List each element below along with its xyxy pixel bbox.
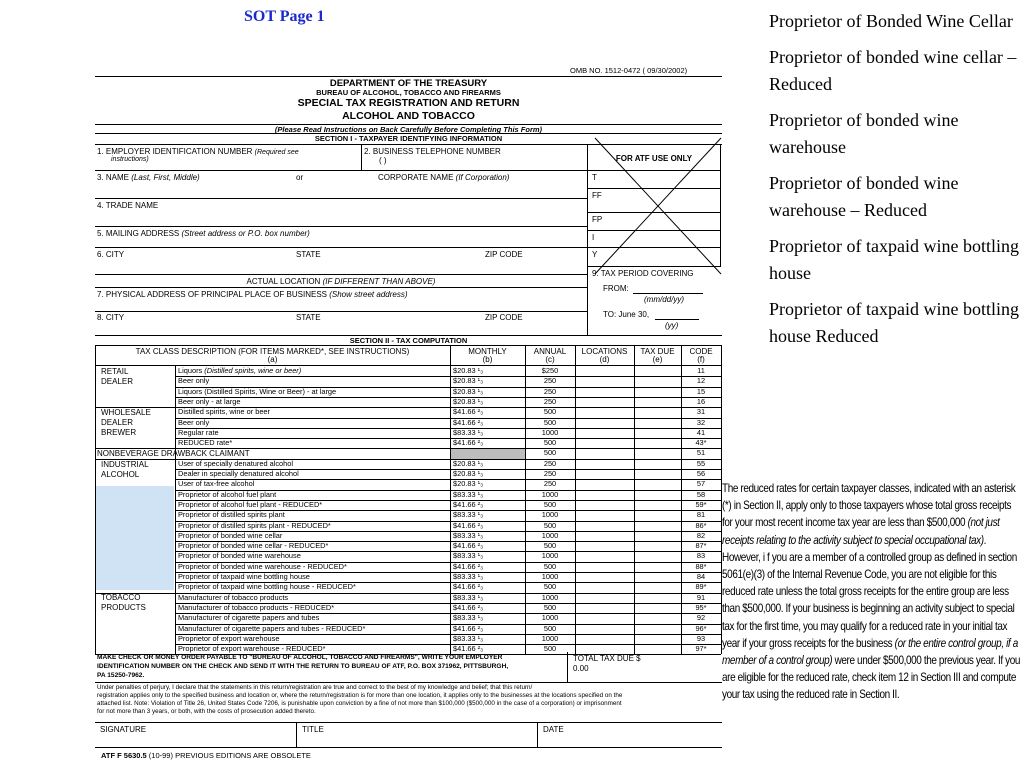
tax-period-label: 9. TAX PERIOD COVERING bbox=[592, 269, 694, 278]
row-monthly: $41.66 ²₃ bbox=[453, 417, 484, 427]
phone-area: ( ) bbox=[379, 156, 387, 165]
shaded-cell bbox=[450, 449, 525, 459]
field-1-note: instructions) bbox=[111, 156, 149, 163]
row-monthly: $83.33 ¹₃ bbox=[453, 592, 484, 602]
col-line bbox=[634, 345, 635, 654]
atf-code-i: I bbox=[592, 233, 595, 242]
row-monthly: $20.83 ¹₃ bbox=[453, 376, 484, 386]
section-1-header: SECTION I - TAXPAYER IDENTIFYING INFORMATION bbox=[314, 134, 503, 143]
row-annual: 1000 bbox=[541, 489, 559, 499]
row-code: 84 bbox=[696, 572, 706, 581]
side-item: Proprietor of bonded wine cellar – Reduced bbox=[769, 47, 1017, 94]
bureau: BUREAU OF ALCOHOL, TOBACCO AND FIREARMS bbox=[316, 88, 501, 97]
col-line bbox=[721, 345, 722, 654]
row-monthly: $20.83 ¹₃ bbox=[453, 469, 484, 478]
perjury-text: attached list. Note: Violation of Title 26, United States Code 7206, is punishable upon conviction by a fine of not more than $100,000 ($500,000 in the case of a corporation) or imprisonment bbox=[97, 700, 622, 707]
note-text: . However, i f you are a member of a controlled group as defined in section 5061(e)(3) of the Internal Revenue Code, you are not eligible for this reduced rate unless the total gross receipts for the entire group are less than $500,000. If your business is beginning an activity subject to special tax for the first time, you may qualify for a reduced rate in your initial tax year if your gross receipts for the business bbox=[722, 533, 1017, 650]
slide-title: SOT Page 1 bbox=[244, 8, 325, 25]
reduced-rate-note bbox=[722, 480, 1022, 704]
row-code: 92 bbox=[696, 613, 706, 623]
field-8-label: 8. CITY bbox=[97, 313, 125, 322]
to-label: TO: June 30, bbox=[603, 310, 650, 319]
row-monthly: $83.33 ¹₃ bbox=[453, 427, 484, 437]
group-label: INDUSTRIAL bbox=[101, 460, 149, 469]
atf-code-t: T bbox=[592, 173, 597, 182]
row-code: 31 bbox=[696, 407, 706, 417]
row-code: 81 bbox=[696, 510, 706, 520]
col-line bbox=[450, 345, 451, 654]
row-code: 83 bbox=[696, 551, 706, 561]
row-annual: 500 bbox=[543, 448, 557, 458]
row-code: 93 bbox=[696, 633, 706, 643]
row-monthly: $41.66 ²₃ bbox=[453, 520, 484, 530]
field-5-label: 5. MAILING ADDRESS (Street address or P.O. box number) bbox=[97, 229, 310, 238]
row-code: 41 bbox=[696, 427, 706, 437]
row-line bbox=[95, 448, 721, 449]
col-monthly: MONTHLY bbox=[468, 347, 507, 356]
year-format: (yy) bbox=[665, 321, 679, 330]
form-footer: ATF F 5630.5 (10-99) PREVIOUS EDITIONS ARE OBSOLETE bbox=[101, 751, 311, 760]
row-annual: 250 bbox=[543, 458, 557, 468]
row-description: Proprietor of export warehouse - REDUCED* bbox=[178, 644, 326, 654]
row-description: Proprietor of distilled spirits plant bbox=[178, 510, 285, 520]
col-locations: LOCATIONS bbox=[581, 347, 628, 356]
row-description: Dealer in specially denatured alcohol bbox=[178, 469, 299, 478]
note-text: The reduced rates for certain taxpayer classes, indicated with an asterisk (*) in Section II, apply only to those taxpayers whose total gross receipts for your most recent income tax year are less than $500,000 bbox=[722, 482, 1016, 530]
row-description: Distilled spirits, wine or beer bbox=[178, 407, 271, 417]
row-code: 97* bbox=[695, 644, 707, 654]
instructions: (Please Read Instructions on Back Carefully Before Completing This Form) bbox=[274, 125, 543, 134]
row-code: 43* bbox=[695, 438, 707, 448]
note-text: were under $500,000 the previous year. If you are eligible for the reduced rate, check item 12 in Section III and compute your tax using the reduced rate in Section II. bbox=[722, 654, 1021, 702]
col-description-a: (a) bbox=[267, 355, 278, 364]
row-line bbox=[175, 418, 721, 419]
row-description: Proprietor of alcohol fuel plant bbox=[178, 489, 277, 499]
col-line bbox=[575, 345, 576, 654]
col-line bbox=[95, 345, 96, 654]
row-monthly: $83.33 ¹₃ bbox=[453, 572, 484, 581]
row-description: Liquors (Distilled spirits, wine or beer) bbox=[178, 366, 302, 375]
row-description: Proprietor of alcohol fuel plant - REDUCED* bbox=[178, 499, 323, 509]
col-tax-due-sub: (e) bbox=[652, 355, 663, 364]
col-annual-sub: (c) bbox=[545, 355, 555, 364]
row-code: 88* bbox=[695, 561, 707, 571]
col-tax-due: TAX DUE bbox=[640, 347, 675, 356]
group-label: TOBACCO bbox=[101, 593, 141, 602]
side-item: Proprietor of taxpaid wine bottling house bbox=[769, 236, 1019, 283]
row-annual: 1000 bbox=[541, 633, 559, 643]
form-title: SPECIAL TAX REGISTRATION AND RETURN bbox=[297, 97, 520, 109]
row-monthly: $20.83 ¹₃ bbox=[453, 386, 484, 396]
row-annual: 1000 bbox=[541, 510, 559, 520]
row-annual: 500 bbox=[543, 520, 557, 530]
state-label-2: STATE bbox=[296, 313, 321, 322]
row-monthly: $41.66 ²₃ bbox=[453, 438, 484, 448]
row-line bbox=[175, 428, 721, 429]
row-line bbox=[175, 376, 721, 377]
row-description: Regular rate bbox=[178, 427, 219, 437]
row-annual: 500 bbox=[543, 407, 557, 417]
group-label: PRODUCTS bbox=[101, 603, 146, 612]
atf-use-only: FOR ATF USE ONLY bbox=[615, 154, 693, 163]
row-code: 56 bbox=[696, 469, 706, 478]
row-annual: 1000 bbox=[541, 572, 559, 581]
row-monthly: $41.66 ²₃ bbox=[453, 623, 484, 633]
row-monthly: $41.66 ²₃ bbox=[453, 541, 484, 551]
field-2-label: 2. BUSINESS TELEPHONE NUMBER bbox=[364, 147, 501, 156]
row-monthly: $83.33 ¹₃ bbox=[453, 633, 484, 643]
row-description: Proprietor of bonded wine warehouse - REDUCED* bbox=[178, 561, 347, 571]
row-description: Proprietor of bonded wine cellar - REDUCED* bbox=[178, 541, 329, 551]
atf-box-crossout bbox=[587, 136, 722, 276]
col-code: CODE bbox=[689, 347, 713, 356]
atf-code-fp: FP bbox=[592, 215, 603, 224]
row-description: Proprietor of export warehouse bbox=[178, 633, 280, 643]
row-line bbox=[175, 479, 721, 480]
row-code: 87* bbox=[695, 541, 707, 551]
perjury-text: Under penalties of perjury, I declare that the statements in this return/registration are true and correct to the best of my knowledge and belief; that this return/ bbox=[97, 684, 533, 691]
side-item: Proprietor of bonded wine warehouse – Reduced bbox=[769, 173, 959, 220]
field-4-label: 4. TRADE NAME bbox=[97, 201, 159, 210]
side-item: Proprietor of taxpaid wine bottling house Reduced bbox=[769, 299, 1019, 346]
row-annual: 500 bbox=[543, 644, 557, 654]
title-field[interactable]: TITLE bbox=[302, 725, 324, 734]
row-code: 58 bbox=[696, 489, 706, 499]
group-label: WHOLESALE bbox=[101, 408, 151, 417]
row-annual: 500 bbox=[543, 417, 557, 427]
row-annual: 1000 bbox=[541, 427, 559, 437]
row-code: 95* bbox=[695, 602, 707, 612]
row-monthly: $41.66 ²₃ bbox=[453, 499, 484, 509]
group-label: BREWER bbox=[101, 428, 137, 437]
row-annual: 500 bbox=[543, 438, 557, 448]
zip-label: ZIP CODE bbox=[485, 250, 523, 259]
col-monthly-sub: (b) bbox=[482, 355, 493, 364]
signature-field[interactable]: SIGNATURE bbox=[100, 725, 147, 734]
row-annual: 250 bbox=[543, 376, 557, 386]
total-tax-due-value: 0.00 bbox=[573, 664, 589, 673]
row-description: User of tax-free alcohol bbox=[178, 479, 255, 489]
row-annual: 1000 bbox=[541, 592, 559, 602]
highlight-block bbox=[95, 486, 174, 590]
row-monthly: $20.83 ¹₃ bbox=[453, 366, 484, 375]
row-annual: 500 bbox=[543, 561, 557, 571]
row-code: 32 bbox=[696, 417, 706, 427]
payable-line: PA 15250-7962. bbox=[97, 672, 145, 679]
row-line bbox=[175, 438, 721, 439]
row-monthly: $41.66 ²₃ bbox=[453, 644, 484, 654]
side-list bbox=[769, 8, 1019, 359]
row-description: Manufacturer of tobacco products - REDUCED* bbox=[178, 602, 335, 612]
row-annual: 500 bbox=[543, 582, 557, 592]
row-monthly: $83.33 ¹₃ bbox=[453, 530, 484, 540]
row-annual: 500 bbox=[543, 499, 557, 509]
row-description: Beer only bbox=[178, 417, 210, 427]
row-monthly: $20.83 ¹₃ bbox=[453, 479, 484, 489]
row-annual: 500 bbox=[543, 541, 557, 551]
row-code: 91 bbox=[696, 592, 706, 602]
row-description: Proprietor of taxpaid wine bottling house bbox=[178, 572, 310, 581]
row-annual: 250 bbox=[543, 386, 557, 396]
corporate-name-label: CORPORATE NAME (If Corporation) bbox=[378, 173, 510, 182]
row-description: Proprietor of bonded wine cellar bbox=[178, 530, 283, 540]
payable-line: MAKE CHECK OR MONEY ORDER PAYABLE TO "BUREAU OF ALCOHOL, TOBACCO AND FIREARMS", WRITE YOUR EMPLOYER bbox=[97, 654, 503, 661]
note-text-italic: (not just receipts relating to the activity subject to special occupational tax) bbox=[722, 516, 1000, 547]
row-description: Proprietor of taxpaid wine bottling house - REDUCED* bbox=[178, 582, 356, 592]
row-code: 51 bbox=[696, 448, 706, 458]
row-description: User of specially denatured alcohol bbox=[178, 458, 294, 468]
row-code: 12 bbox=[696, 376, 706, 386]
row-annual: 1000 bbox=[541, 530, 559, 540]
row-code: 15 bbox=[696, 386, 706, 396]
group-label: DEALER bbox=[101, 418, 134, 427]
omb-number: OMB NO. 1512-0472 ( 09/30/2002) bbox=[570, 66, 688, 75]
col-line bbox=[681, 345, 682, 654]
zip-label-2: ZIP CODE bbox=[485, 313, 523, 322]
field-7-label: 7. PHYSICAL ADDRESS OF PRINCIPAL PLACE OF BUSINESS (Show street address) bbox=[97, 290, 408, 299]
row-description: Proprietor of distilled spirits plant - REDUCED* bbox=[178, 520, 331, 530]
row-annual: 500 bbox=[543, 602, 557, 612]
row-description: Manufacturer of cigarette papers and tubes - REDUCED* bbox=[178, 623, 366, 633]
row-annual: 250 bbox=[543, 469, 557, 478]
total-tax-due-label: TOTAL TAX DUE $ bbox=[573, 654, 641, 663]
actual-location: ACTUAL LOCATION (IF DIFFERENT THAN ABOVE) bbox=[246, 277, 436, 286]
col-annual: ANNUAL bbox=[533, 347, 567, 356]
group-label: DEALER bbox=[101, 377, 134, 386]
row-code: 16 bbox=[696, 396, 706, 406]
payable-line: IDENTIFICATION NUMBER ON THE CHECK AND SEND IT WITH THE RETURN TO BUREAU OF ATF, P.O. BOX 371962, PITTSBURGH, bbox=[97, 663, 509, 670]
group-label: ALCOHOL bbox=[101, 470, 140, 479]
field-6-label: 6. CITY bbox=[97, 250, 125, 259]
row-description: Manufacturer of cigarette papers and tubes bbox=[178, 613, 320, 623]
row-description: Beer only - at large bbox=[178, 396, 241, 406]
row-monthly: $83.33 ¹₃ bbox=[453, 489, 484, 499]
tax-form bbox=[95, 62, 722, 768]
perjury-text: registration applies only to the specified business and location or, where the return/registration is for more than one location, it applies only to the businesses at the locations specified on the bbox=[97, 692, 623, 699]
note-text-italic: (or the entire control group, if a member of a control group) bbox=[722, 636, 1018, 668]
row-monthly: $41.66 ²₃ bbox=[453, 407, 484, 417]
or-label: or bbox=[296, 173, 304, 182]
row-monthly: $83.33 ¹₃ bbox=[453, 510, 484, 520]
row-code: 55 bbox=[696, 458, 706, 468]
col-code-sub: (f) bbox=[697, 355, 705, 364]
col-line bbox=[525, 345, 526, 654]
atf-code-ff: FF bbox=[592, 191, 602, 200]
row-line bbox=[175, 397, 721, 398]
col-description: TAX CLASS DESCRIPTION (FOR ITEMS MARKED*, SEE INSTRUCTIONS) bbox=[135, 347, 410, 356]
row-annual: 1000 bbox=[541, 551, 559, 561]
row-code: 82 bbox=[696, 530, 706, 540]
row-code: 11 bbox=[697, 366, 705, 375]
row-code: 96* bbox=[695, 623, 707, 633]
col-line bbox=[175, 366, 176, 654]
from-label: FROM: bbox=[603, 284, 629, 293]
group-label: NONBEVERAGE DRAWBACK CLAIMANT bbox=[97, 449, 250, 458]
row-annual: 250 bbox=[543, 396, 557, 406]
row-monthly: $41.66 ²₃ bbox=[453, 602, 484, 612]
date-format: (mm/dd/yy) bbox=[644, 295, 684, 304]
row-monthly: $83.33 ¹₃ bbox=[453, 613, 484, 623]
group-label: RETAIL bbox=[101, 367, 129, 376]
row-description: Manufacturer of tobacco products bbox=[178, 592, 289, 602]
field-1-label: 1. EMPLOYER IDENTIFICATION NUMBER (Required see bbox=[97, 147, 299, 156]
row-annual: $250 bbox=[541, 366, 559, 375]
row-annual: 1000 bbox=[541, 613, 559, 623]
section-2-header: SECTION II - TAX COMPUTATION bbox=[349, 336, 468, 345]
row-monthly: $20.83 ¹₃ bbox=[453, 396, 484, 406]
row-code: 59* bbox=[695, 499, 707, 509]
side-item: Proprietor of Bonded Wine Cellar bbox=[769, 11, 1013, 31]
side-item: Proprietor of bonded wine warehouse bbox=[769, 110, 959, 157]
row-description: Beer only bbox=[178, 376, 210, 386]
row-code: 89* bbox=[695, 582, 707, 592]
field-3-label: 3. NAME (Last, First, Middle) bbox=[97, 173, 200, 182]
row-annual: 250 bbox=[543, 479, 557, 489]
atf-code-y: Y bbox=[592, 250, 598, 259]
row-code: 57 bbox=[696, 479, 706, 489]
row-monthly: $41.66 ²₃ bbox=[453, 582, 484, 592]
perjury-text: for not more than 3 years, or both, with the costs of prosecution added thereto. bbox=[97, 708, 316, 715]
col-locations-sub: (d) bbox=[599, 355, 610, 364]
state-label: STATE bbox=[296, 250, 321, 259]
date-field[interactable]: DATE bbox=[543, 725, 564, 734]
row-monthly: $20.83 ¹₃ bbox=[453, 458, 484, 468]
row-monthly: $83.33 ¹₃ bbox=[453, 551, 484, 561]
row-annual: 500 bbox=[543, 623, 557, 633]
row-description: Liquors (Distilled Spirits, Wine or Beer) - at large bbox=[178, 386, 337, 396]
row-description: Proprietor of bonded wine warehouse bbox=[178, 551, 301, 561]
department: DEPARTMENT OF THE TREASURY bbox=[329, 78, 488, 89]
row-code: 86* bbox=[695, 520, 707, 530]
row-monthly: $41.66 ²₃ bbox=[453, 561, 484, 571]
form-subtitle: ALCOHOL AND TOBACCO bbox=[342, 110, 475, 122]
row-description: REDUCED rate* bbox=[178, 438, 233, 448]
